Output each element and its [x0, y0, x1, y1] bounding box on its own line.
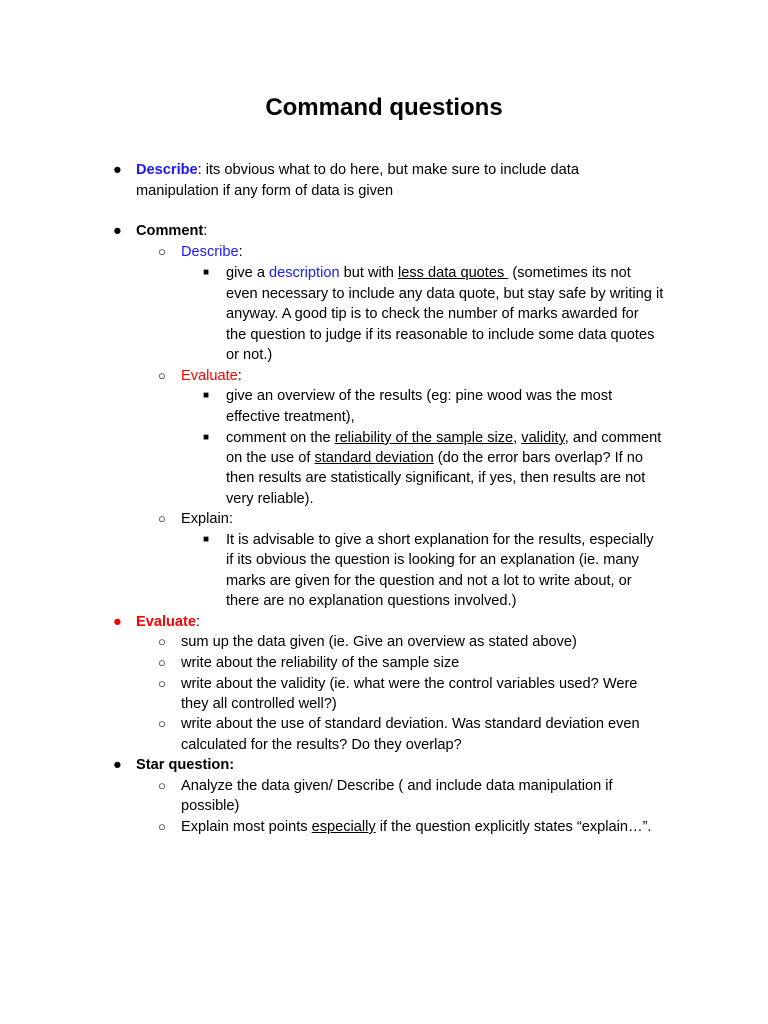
bullet-level3: ■	[203, 390, 210, 401]
describe-point-line1	[226, 263, 631, 284]
sub-item-describe	[181, 242, 243, 263]
page-title: Command questions	[265, 94, 503, 121]
bullet-level2: ○	[158, 634, 166, 649]
bullet-level2: ○	[158, 511, 166, 526]
underlined-especially: especially	[311, 819, 376, 835]
bullet-level2: ○	[158, 655, 166, 670]
describe-text: : its obvious what to do here, but make sure to include data	[197, 162, 579, 178]
star-sub1-line1: Analyze the data given/ Describe ( and include data manipulation if	[181, 778, 613, 794]
bullet-level1: ●	[113, 614, 122, 630]
evaluate-sub2: write about the reliability of the sample size	[181, 655, 460, 671]
list-item-evaluate	[136, 612, 200, 633]
text: but with	[339, 265, 398, 281]
sub-item-explain: Explain:	[181, 511, 233, 527]
explain-point-line4: there are no explanation questions involved.)	[226, 593, 517, 609]
text: (sometimes its not	[508, 265, 631, 281]
describe-point-line4: the question to judge if its reasonable to include some data quotes	[226, 327, 655, 343]
describe-point-line2: even necessary to include any data quote, but stay safe by writing it	[226, 286, 664, 302]
text: if the question explicitly states “explain…”.	[375, 819, 652, 835]
term-describe: Describe	[136, 162, 198, 178]
underlined-reliability: reliability of the sample size	[334, 430, 514, 446]
colon: :	[237, 368, 242, 384]
evaluate-sub4-line1: write about the use of standard deviation. Was standard deviation even	[181, 716, 640, 732]
evaluate-point2-line2	[226, 448, 643, 469]
bullet-level1: ●	[113, 162, 122, 178]
underlined-validity: validity	[521, 430, 565, 446]
list-item-star-question: Star question:	[136, 757, 235, 773]
evaluate-point2-line4: very reliable).	[226, 491, 314, 507]
text: , and comment	[564, 430, 662, 446]
bullet-level2: ○	[158, 778, 166, 793]
bullet-level2: ○	[158, 244, 166, 259]
text: on the use of	[226, 450, 315, 466]
underlined-standard-deviation: standard deviation	[314, 450, 434, 466]
bullet-level1: ●	[113, 223, 122, 239]
term-evaluate-sub: Evaluate	[181, 368, 238, 384]
text: (do the error bars overlap? If no	[433, 450, 644, 466]
explain-point-line2: if its obvious the question is looking for an explanation (ie. many	[226, 552, 639, 568]
evaluate-sub3-line2: they all controlled well?)	[181, 696, 337, 712]
sub-item-evaluate	[181, 366, 242, 387]
list-item-describe	[136, 160, 579, 181]
star-sub1-line2: possible)	[181, 798, 240, 814]
evaluate-point2-line3: then results are statistically significant, if yes, then results are not	[226, 470, 646, 486]
underlined-less-data-quotes: less data quotes	[397, 265, 509, 281]
text: Explain most points	[181, 819, 312, 835]
text: give a	[226, 265, 269, 281]
colon: :	[196, 614, 201, 630]
bullet-level2: ○	[158, 716, 166, 731]
evaluate-sub4-line2: calculated for the results? Do they overlap?	[181, 737, 462, 753]
evaluate-sub3-line1: write about the validity (ie. what were the control variables used? Were	[181, 676, 638, 692]
explain-point-line3: marks are given for the question and not a lot to write about, or	[226, 573, 632, 589]
term-description: description	[269, 265, 340, 281]
bullet-level2: ○	[158, 676, 166, 691]
colon: :	[238, 244, 243, 260]
describe-text-line2: manipulation if any form of data is given	[136, 183, 394, 199]
bullet-level3: ■	[203, 534, 210, 545]
evaluate-point1-line2: effective treatment),	[226, 409, 355, 425]
bullet-level2: ○	[158, 368, 166, 383]
bullet-level2: ○	[158, 819, 166, 834]
explain-point-line1: It is advisable to give a short explanation for the results, especially	[226, 532, 654, 548]
colon: :	[203, 223, 208, 239]
evaluate-sub1: sum up the data given (ie. Give an overview as stated above)	[181, 634, 577, 650]
describe-point-line5: or not.)	[226, 347, 273, 363]
term-comment: Comment	[136, 223, 204, 239]
evaluate-point1-line1: give an overview of the results (eg: pine wood was the most	[226, 388, 613, 404]
text: ,	[513, 430, 522, 446]
describe-point-line3: anyway. A good tip is to check the number of marks awarded for	[226, 306, 639, 322]
list-item-comment	[136, 221, 207, 242]
term-describe-sub: Describe	[181, 244, 239, 260]
text: comment on the	[226, 430, 335, 446]
bullet-level1: ●	[113, 757, 122, 773]
bullet-level3: ■	[203, 267, 210, 278]
star-sub2	[181, 817, 652, 838]
term-evaluate: Evaluate	[136, 614, 197, 630]
bullet-level3: ■	[203, 432, 210, 443]
evaluate-point2-line1	[226, 428, 661, 449]
